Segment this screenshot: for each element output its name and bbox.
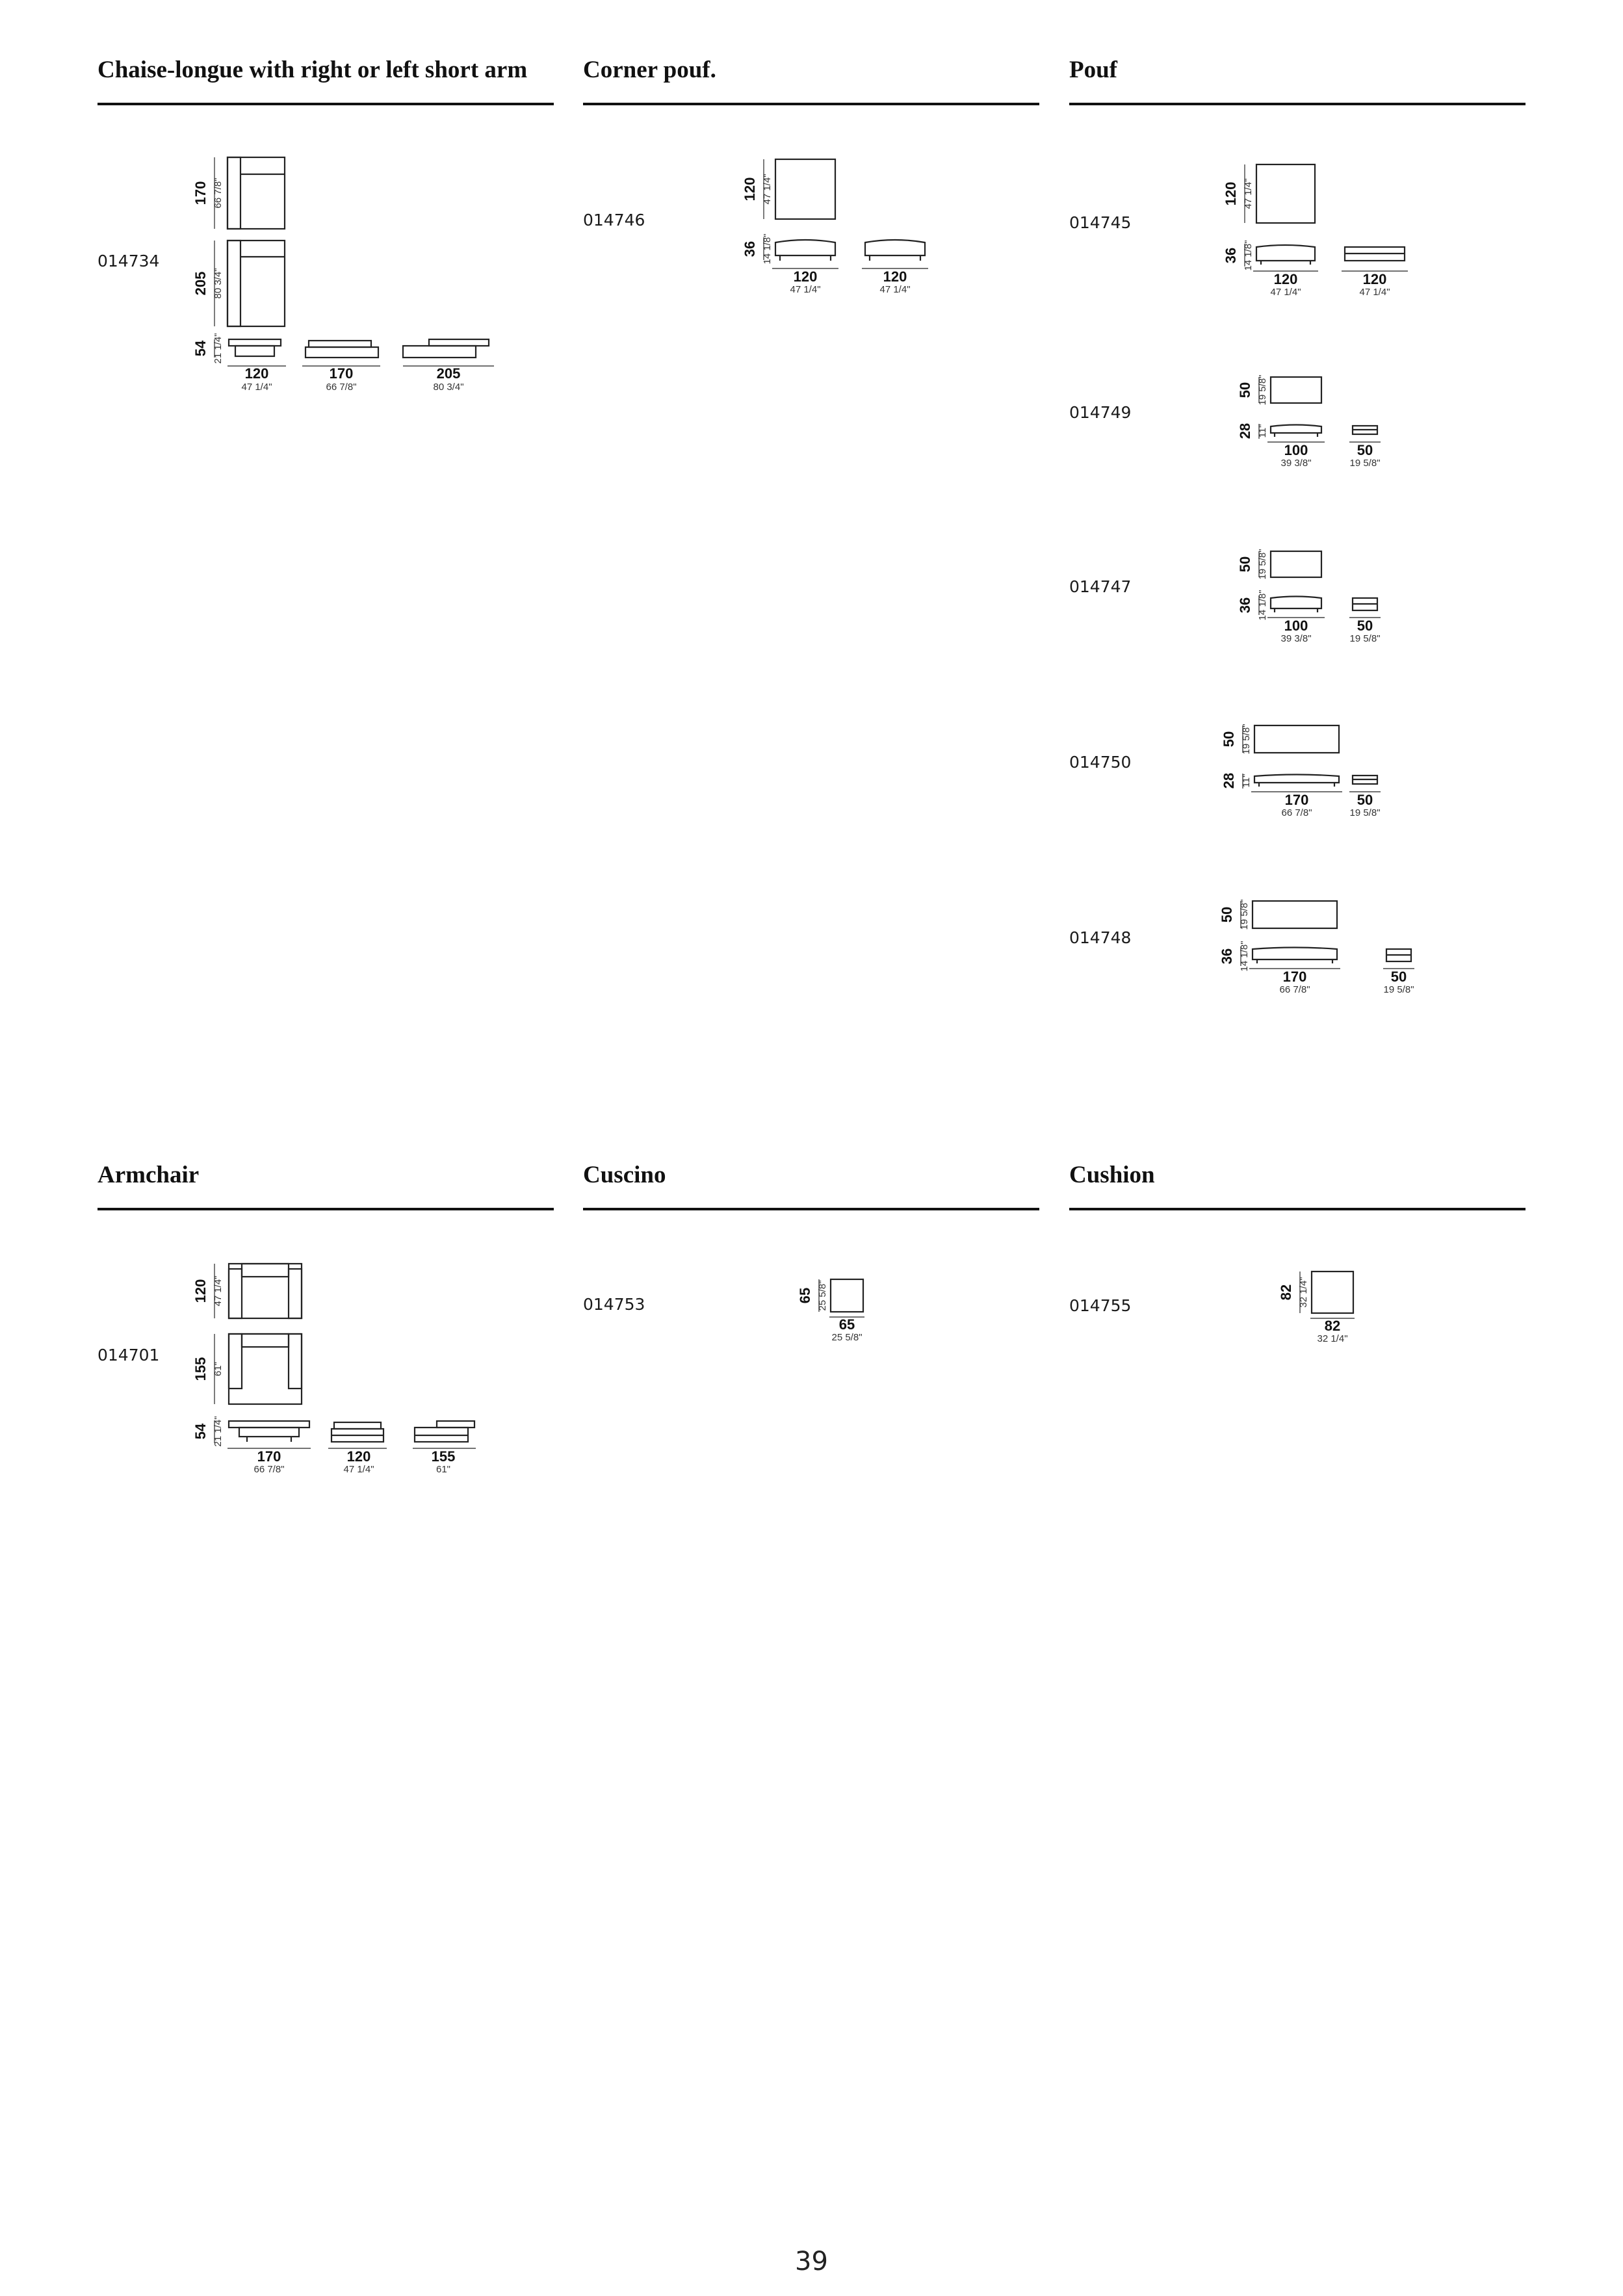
dim-in: 47 1/4": [241, 382, 272, 393]
pouf-drawing: [1222, 538, 1417, 655]
dim-in: 14 1/8": [762, 233, 773, 265]
dim-cm: 36: [1219, 948, 1235, 965]
pouf-drawing: [1222, 364, 1417, 481]
dim-in: 47 1/4": [213, 1275, 224, 1307]
dim-cm: 120: [244, 365, 269, 382]
section-title-armchair: Armchair: [97, 1162, 200, 1188]
dim-cm: 120: [1273, 271, 1298, 287]
dim-cm: 28: [1237, 423, 1253, 439]
dim-in: 19 5/8": [1257, 549, 1268, 580]
dim-cm: 54: [192, 340, 209, 357]
section-divider: [583, 1208, 1039, 1210]
dim-in: 19 5/8": [1349, 633, 1381, 644]
dim-in: 21 1/4": [213, 333, 224, 364]
dim-in: 14 1/8": [1257, 590, 1268, 621]
dim-in: 66 7/8": [326, 382, 357, 393]
dim-cm: 36: [1237, 597, 1253, 614]
section-title-pouf: Pouf: [1069, 57, 1117, 83]
section-title-chaise: Chaise-longue with right or left short arm: [97, 57, 528, 83]
dim-in: 66 7/8": [1279, 984, 1310, 995]
dim-in: 47 1/4": [790, 284, 821, 295]
dim-cm: 54: [192, 1423, 209, 1440]
product-code: 014748: [1069, 928, 1132, 947]
dim-cm: 82: [1324, 1318, 1341, 1334]
dim-cm: 100: [1284, 618, 1308, 634]
dim-cm: 50: [1237, 382, 1253, 398]
product-code: 014750: [1069, 753, 1132, 772]
dim-in: 47 1/4": [1243, 178, 1254, 209]
dim-cm: 28: [1221, 772, 1237, 789]
product-code: 014745: [1069, 213, 1132, 232]
dim-in: 39 3/8": [1280, 633, 1312, 644]
dim-cm: 120: [1223, 181, 1239, 206]
dim-cm: 205: [192, 271, 209, 296]
section-title-corner-pouf: Corner pouf.: [583, 57, 716, 83]
dim-cm: 120: [1362, 271, 1387, 287]
dim-cm: 120: [742, 177, 758, 202]
dim-in: 47 1/4": [1270, 287, 1301, 298]
product-code: 014747: [1069, 577, 1132, 596]
pouf-drawing: [1209, 159, 1430, 309]
dim-cm: 50: [1357, 618, 1373, 634]
dim-in: 19 5/8": [1349, 458, 1381, 469]
page-number: 39: [795, 2247, 828, 2276]
dim-in: 32 1/4": [1298, 1277, 1309, 1308]
dim-in: 66 7/8": [1281, 807, 1312, 818]
corner-pouf-drawing: [728, 153, 949, 302]
dim-in: 25 5/8": [817, 1280, 828, 1311]
dim-cm: 120: [192, 1279, 209, 1303]
armchair-drawing: [188, 1255, 500, 1495]
dim-cm: 50: [1221, 731, 1237, 748]
dim-in: 47 1/4": [879, 284, 911, 295]
dim-cm: 100: [1284, 442, 1308, 458]
dim-cm: 65: [797, 1287, 813, 1304]
cuscino-drawing: [780, 1268, 884, 1359]
pouf-drawing: [1206, 714, 1427, 831]
dim-in: 14 1/8": [1243, 240, 1254, 271]
dim-in: 11": [1257, 424, 1268, 438]
dim-in: 32 1/4": [1317, 1333, 1348, 1344]
dim-in: 66 7/8": [253, 1464, 285, 1475]
section-divider: [1069, 103, 1526, 105]
dim-in: 19 5/8": [1239, 899, 1250, 930]
dim-in: 25 5/8": [831, 1332, 863, 1343]
dim-cm: 120: [793, 268, 818, 285]
dim-cm: 50: [1357, 442, 1373, 458]
dim-in: 80 3/4": [213, 268, 224, 299]
dim-in: 19 5/8": [1349, 807, 1381, 818]
dim-in: 47 1/4": [343, 1464, 374, 1475]
section-divider: [97, 1208, 554, 1210]
dim-cm: 82: [1278, 1284, 1294, 1301]
dim-in: 61": [213, 1361, 224, 1377]
dim-cm: 120: [346, 1448, 371, 1465]
dim-in: 39 3/8": [1280, 458, 1312, 469]
product-code: 014749: [1069, 403, 1132, 422]
dim-cm: 50: [1237, 556, 1253, 573]
dim-cm: 170: [329, 365, 354, 382]
section-divider: [583, 103, 1039, 105]
product-code: 014746: [583, 211, 645, 229]
dim-cm: 170: [1282, 969, 1307, 985]
product-code: 014734: [97, 252, 160, 270]
dim-cm: 205: [436, 365, 461, 382]
dim-in: 61": [435, 1464, 451, 1475]
dim-in: 47 1/4": [762, 174, 773, 205]
product-code: 014755: [1069, 1296, 1132, 1315]
section-divider: [97, 103, 554, 105]
dim-in: 66 7/8": [213, 177, 224, 209]
product-code: 014701: [97, 1346, 160, 1364]
dim-cm: 36: [1223, 247, 1239, 264]
dim-in: 80 3/4": [433, 382, 464, 393]
dim-in: 47 1/4": [1359, 287, 1390, 298]
dim-cm: 155: [431, 1448, 456, 1465]
dim-in: 19 5/8": [1257, 374, 1268, 406]
dim-in: 14 1/8": [1239, 941, 1250, 972]
dim-cm: 50: [1357, 792, 1373, 808]
dim-cm: 155: [192, 1357, 209, 1381]
pouf-drawing: [1197, 889, 1431, 1006]
dim-in: 21 1/4": [213, 1416, 224, 1447]
dim-cm: 36: [742, 241, 758, 257]
section-divider: [1069, 1208, 1526, 1210]
dim-in: 19 5/8": [1241, 724, 1252, 755]
cushion-drawing: [1261, 1262, 1378, 1360]
product-code: 014753: [583, 1295, 645, 1314]
dim-cm: 50: [1390, 969, 1407, 985]
dim-in: 11": [1241, 774, 1252, 788]
dim-cm: 50: [1219, 906, 1235, 923]
chaise-longue-drawing: [188, 150, 500, 397]
section-title-cuscino: Cuscino: [583, 1162, 666, 1188]
dim-cm: 65: [838, 1316, 855, 1333]
dim-cm: 170: [1284, 792, 1309, 808]
dim-in: 19 5/8": [1383, 984, 1414, 995]
dim-cm: 120: [883, 268, 907, 285]
dim-cm: 170: [192, 181, 209, 205]
section-title-cushion: Cushion: [1069, 1162, 1155, 1188]
dim-cm: 170: [257, 1448, 281, 1465]
